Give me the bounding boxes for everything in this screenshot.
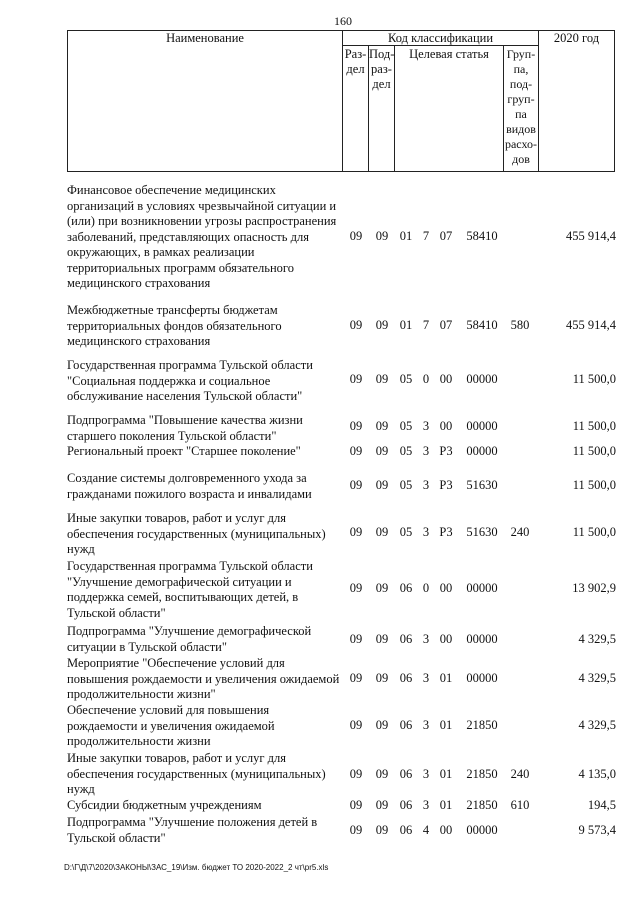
row-target-subprogram: 7 <box>422 229 430 243</box>
row-name: Иные закупки товаров, работ и услуг для обеспечения государственных (муниципальных) нужд <box>67 511 326 556</box>
header-razdel <box>343 47 368 77</box>
row-target-subprogram: 3 <box>422 478 430 492</box>
row-target-event: Р3 <box>439 525 453 539</box>
row-expense-type: 580 <box>510 318 530 332</box>
row-razdel: 09 <box>349 444 363 458</box>
header-group-line: па, <box>513 62 529 76</box>
row-name: Межбюджетные трансферты бюджетам территориальных фондов обязательного медицинского страхования <box>67 303 282 348</box>
header-group-line: под- <box>509 77 533 91</box>
row-target-direction: 21850 <box>466 767 498 781</box>
header-name: Наименование <box>166 31 244 45</box>
row-razdel: 09 <box>349 632 363 646</box>
row-target-direction: 00000 <box>466 823 498 837</box>
row-target-subprogram: 4 <box>422 823 430 837</box>
row-podrazdel: 09 <box>375 671 389 685</box>
row-amount: 455 914,4 <box>566 318 616 332</box>
row-target-program: 06 <box>399 581 413 595</box>
row-target-event: Р3 <box>439 478 453 492</box>
header-bottom-border <box>67 171 615 172</box>
row-target-subprogram: 0 <box>422 372 430 386</box>
row-amount: 4 329,5 <box>578 718 616 732</box>
row-target-program: 06 <box>399 798 413 812</box>
row-target-program: 05 <box>399 444 413 458</box>
header-group-line: па <box>515 107 527 121</box>
row-target-subprogram: 3 <box>422 419 430 433</box>
row-name: Государственная программа Тульской области "Социальная поддержка и социальное обслуживание населения Тульской области" <box>67 358 313 403</box>
header-col-podrazdel-divider <box>394 45 395 172</box>
row-amount: 11 500,0 <box>572 525 616 539</box>
row-name: Финансовое обеспечение медицинских организаций в условиях чрезвычайной ситуации и (или) при возникновении угрозы распространения заболеваний, представляющих опасность для окружающих, в рамках реализации территориальных программ обязательного медицинского страхования <box>67 183 337 290</box>
header-group-line: груп- <box>507 92 535 106</box>
row-target-subprogram: 3 <box>422 632 430 646</box>
row-target-subprogram: 3 <box>422 767 430 781</box>
header-podrazdel-line: дел <box>372 77 391 91</box>
row-target-event: 00 <box>439 632 453 646</box>
row-podrazdel: 09 <box>375 444 389 458</box>
row-name: Региональный проект "Старшее поколение" <box>67 444 301 458</box>
page-number: 160 <box>334 14 352 28</box>
row-amount: 13 902,9 <box>572 581 616 595</box>
row-target-direction: 51630 <box>466 478 498 492</box>
row-expense-type: 240 <box>510 767 530 781</box>
row-target-subprogram: 7 <box>422 318 430 332</box>
row-target-direction: 00000 <box>466 419 498 433</box>
header-group-line: Груп- <box>506 47 536 61</box>
header-left-border <box>67 30 68 172</box>
row-podrazdel: 09 <box>375 478 389 492</box>
row-razdel: 09 <box>349 229 363 243</box>
row-amount: 11 500,0 <box>572 419 616 433</box>
row-podrazdel: 09 <box>375 419 389 433</box>
row-amount: 11 500,0 <box>572 444 616 458</box>
row-podrazdel: 09 <box>375 372 389 386</box>
row-podrazdel: 09 <box>375 318 389 332</box>
row-target-direction: 00000 <box>466 372 498 386</box>
row-target-subprogram: 3 <box>422 798 430 812</box>
row-target-program: 05 <box>399 419 413 433</box>
row-amount: 4 135,0 <box>578 767 616 781</box>
row-target-event: Р3 <box>439 444 453 458</box>
row-target-program: 06 <box>399 671 413 685</box>
row-podrazdel: 09 <box>375 718 389 732</box>
row-target-event: 01 <box>439 671 453 685</box>
row-razdel: 09 <box>349 419 363 433</box>
row-target-program: 06 <box>399 767 413 781</box>
row-target-subprogram: 3 <box>422 718 430 732</box>
row-razdel: 09 <box>349 671 363 685</box>
header-col-year-divider <box>538 30 539 172</box>
row-target-program: 05 <box>399 372 413 386</box>
row-podrazdel: 09 <box>375 581 389 595</box>
row-target-direction: 00000 <box>466 581 498 595</box>
row-target-program: 06 <box>399 718 413 732</box>
row-name: Мероприятие "Обеспечение условий для повышения рождаемости и увеличения ожидаемой продолжительности жизни" <box>67 656 340 701</box>
row-name: Иные закупки товаров, работ и услуг для обеспечения государственных (муниципальных) нужд <box>67 751 326 796</box>
header-podrazdel-line: раз- <box>371 62 392 76</box>
header-target: Целевая статья <box>409 47 489 61</box>
header-razdel-line: Раз- <box>344 47 367 61</box>
row-razdel: 09 <box>349 478 363 492</box>
row-podrazdel: 09 <box>375 229 389 243</box>
row-name: Государственная программа Тульской области "Улучшение демографической ситуации и поддержка семей, воспитывающих детей, в Тульской области" <box>67 559 313 620</box>
row-target-event: 00 <box>439 419 453 433</box>
row-podrazdel: 09 <box>375 767 389 781</box>
row-amount: 194,5 <box>587 798 616 812</box>
row-target-program: 06 <box>399 632 413 646</box>
row-amount: 4 329,5 <box>578 671 616 685</box>
row-target-event: 01 <box>439 718 453 732</box>
header-razdel-line: дел <box>346 62 365 76</box>
row-amount: 9 573,4 <box>578 823 616 837</box>
row-razdel: 09 <box>349 581 363 595</box>
row-expense-type: 240 <box>510 525 530 539</box>
row-target-subprogram: 3 <box>422 444 430 458</box>
row-target-direction: 00000 <box>466 444 498 458</box>
row-razdel: 09 <box>349 372 363 386</box>
row-amount: 4 329,5 <box>578 632 616 646</box>
row-target-direction: 00000 <box>466 671 498 685</box>
row-name: Подпрограмма "Улучшение положения детей в Тульской области" <box>67 815 318 845</box>
row-target-program: 06 <box>399 823 413 837</box>
row-target-program: 01 <box>399 318 413 332</box>
row-razdel: 09 <box>349 318 363 332</box>
row-target-event: 00 <box>439 823 453 837</box>
row-podrazdel: 09 <box>375 823 389 837</box>
row-target-program: 01 <box>399 229 413 243</box>
row-target-event: 07 <box>439 318 453 332</box>
row-target-event: 00 <box>439 372 453 386</box>
header-group-line: дов <box>512 152 530 166</box>
row-target-direction: 58410 <box>466 229 498 243</box>
row-amount: 455 914,4 <box>566 229 616 243</box>
row-razdel: 09 <box>349 718 363 732</box>
row-razdel: 09 <box>349 525 363 539</box>
row-podrazdel: 09 <box>375 525 389 539</box>
row-razdel: 09 <box>349 767 363 781</box>
header-group-line: видов <box>506 122 536 136</box>
header-year: 2020 год <box>553 31 600 45</box>
row-amount: 11 500,0 <box>572 478 616 492</box>
row-target-subprogram: 3 <box>422 671 430 685</box>
header-code: Код классификации <box>387 31 494 45</box>
row-target-direction: 21850 <box>466 798 498 812</box>
header-group <box>504 47 538 167</box>
row-target-program: 05 <box>399 478 413 492</box>
header-podrazdel-line: Под- <box>369 47 395 61</box>
file-path-footer: D:\Г\Д\7\2020\ЗАКОНЫ\ЗАС_19\Изм. бюджет ТО 2020-2022_2 чт\pr5.xls <box>64 863 329 872</box>
row-name: Субсидии бюджетным учреждениям <box>67 798 262 812</box>
row-podrazdel: 09 <box>375 798 389 812</box>
row-target-subprogram: 0 <box>422 581 430 595</box>
row-target-event: 01 <box>439 798 453 812</box>
header-group-line: расхо- <box>504 137 538 151</box>
row-target-program: 05 <box>399 525 413 539</box>
row-razdel: 09 <box>349 823 363 837</box>
row-target-direction: 58410 <box>466 318 498 332</box>
row-name: Обеспечение условий для повышения рождаемости и увеличения ожидаемой продолжительности жизни <box>67 703 275 748</box>
row-name: Подпрограмма "Повышение качества жизни старшего поколения Тульской области" <box>67 413 303 443</box>
row-podrazdel: 09 <box>375 632 389 646</box>
row-target-direction: 51630 <box>466 525 498 539</box>
row-target-direction: 00000 <box>466 632 498 646</box>
row-name: Подпрограмма "Улучшение демографической ситуации в Тульской области" <box>67 624 312 654</box>
header-right-border <box>614 30 615 172</box>
row-name: Создание системы долговременного ухода за гражданами пожилого возраста и инвалидами <box>67 471 312 501</box>
row-target-subprogram: 3 <box>422 525 430 539</box>
row-target-direction: 21850 <box>466 718 498 732</box>
row-expense-type: 610 <box>510 798 530 812</box>
row-target-event: 01 <box>439 767 453 781</box>
row-razdel: 09 <box>349 798 363 812</box>
header-podrazdel <box>369 47 394 92</box>
row-target-event: 00 <box>439 581 453 595</box>
row-target-event: 07 <box>439 229 453 243</box>
row-amount: 11 500,0 <box>572 372 616 386</box>
